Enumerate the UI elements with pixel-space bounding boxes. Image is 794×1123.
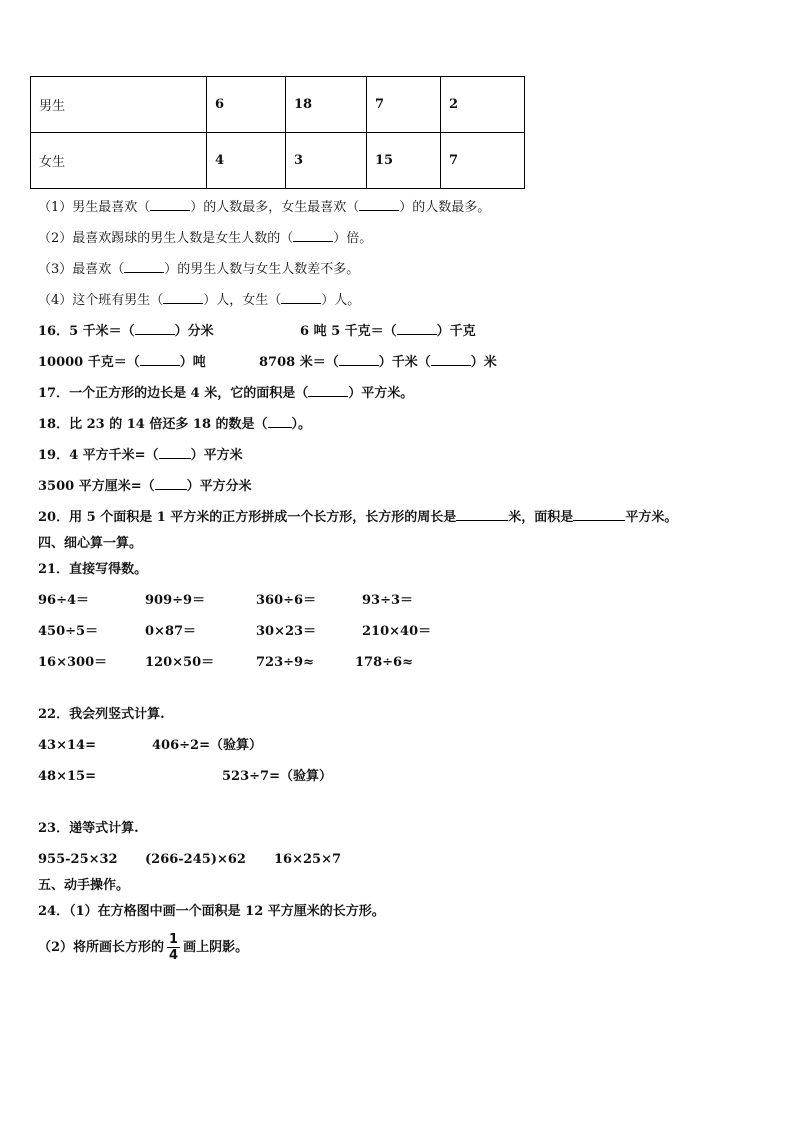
- table-row: [31, 77, 525, 133]
- table-cell: 3: [286, 133, 367, 189]
- q21-item: 723÷9≈: [256, 655, 314, 670]
- q16-line2-left: 10000 千克＝（ ）吨: [38, 355, 206, 370]
- q24-part2: （2）将所画长方形的 $\frac{1}{4}$ 画上阴影。: [38, 932, 249, 963]
- q20: 20．用 5 个面积是 1 平方米的正方形拼成一个长方形，长方形的周长是 米，面积是 平方米。: [38, 510, 678, 525]
- q22-item: 523÷7=（验算）: [222, 769, 332, 784]
- q17: 17．一个正方形的边长是 4 米，它的面积是（ ）平方米。: [38, 386, 414, 401]
- q22-item: 48×15=: [38, 769, 96, 784]
- row-label-girls: 女生: [31, 133, 207, 189]
- table-cell: 2: [441, 77, 525, 133]
- table-cell: 7: [367, 77, 441, 133]
- q15-part2: （2）最喜欢踢球的男生人数是女生人数的（ ）倍。: [38, 231, 373, 246]
- answer-blank[interactable]: [124, 260, 164, 273]
- q21-item: 30×23＝: [256, 624, 317, 639]
- q16-line1-right: 6 吨 5 千克＝（ ）千克: [300, 324, 476, 339]
- answer-blank[interactable]: [159, 446, 191, 459]
- section-4-heading: 四、细心算一算。: [38, 536, 143, 551]
- table-cell: 18: [286, 77, 367, 133]
- answer-blank[interactable]: [397, 322, 437, 335]
- q21-item: 210×40＝: [362, 624, 432, 639]
- answer-blank[interactable]: [135, 322, 175, 335]
- table-row: [31, 133, 525, 189]
- q22-item: 43×14=: [38, 738, 96, 753]
- answer-blank[interactable]: [359, 198, 399, 211]
- q24-part1: 24．（1）在方格图中画一个面积是 12 平方厘米的长方形。: [38, 904, 385, 919]
- answer-blank[interactable]: [456, 508, 508, 521]
- answer-blank[interactable]: [140, 353, 180, 366]
- q21-title: 21．直接写得数。: [38, 562, 148, 577]
- q23-title: 23．递等式计算.: [38, 821, 139, 836]
- answer-blank[interactable]: [293, 229, 333, 242]
- q16-line1-left: 16．5 千米＝（ ）分米: [38, 324, 214, 339]
- table-cell: 7: [441, 133, 525, 189]
- q16-line2-right: 8708 米＝（ ）千米（ ）米: [259, 355, 497, 370]
- q21-item: 450÷5＝: [38, 624, 99, 639]
- q19-line2: 3500 平方厘米=（ ）平方分米: [38, 479, 252, 494]
- q15-part4: （4）这个班有男生（ ）人，女生（ ）人。: [38, 293, 361, 308]
- q21-item: 360÷6＝: [256, 593, 317, 608]
- q21-item: 120×50＝: [145, 655, 215, 670]
- q21-item: 16×300＝: [38, 655, 108, 670]
- q21-item: 93÷3＝: [362, 593, 414, 608]
- answer-blank[interactable]: [268, 415, 292, 428]
- fraction-one-quarter: $\frac{1}{4}$: [169, 932, 179, 963]
- q18: 18．比 23 的 14 倍还多 18 的数是（ ）。: [38, 417, 312, 432]
- answer-blank[interactable]: [431, 353, 471, 366]
- q15-part3: （3）最喜欢（ ）的男生人数与女生人数差不多。: [38, 262, 360, 277]
- row-label-boys: 男生: [31, 77, 207, 133]
- q22-title: 22．我会列竖式计算.: [38, 707, 165, 722]
- answer-blank[interactable]: [150, 198, 190, 211]
- table-cell: 4: [207, 133, 286, 189]
- survey-table: [30, 76, 525, 189]
- q21-item: 909÷9＝: [145, 593, 206, 608]
- q21-item: 178÷6≈: [355, 655, 413, 670]
- q23-item: 16×25×7: [274, 852, 342, 867]
- q19-line1: 19．4 平方千米=（ ）平方米: [38, 448, 243, 463]
- answer-blank[interactable]: [573, 508, 625, 521]
- answer-blank[interactable]: [281, 291, 321, 304]
- answer-blank[interactable]: [308, 384, 348, 397]
- table-cell: 15: [367, 133, 441, 189]
- answer-blank[interactable]: [155, 477, 187, 490]
- q21-item: 96÷4＝: [38, 593, 90, 608]
- q23-item: 955-25×32: [38, 852, 118, 867]
- q22-item: 406÷2=（验算）: [152, 738, 262, 753]
- q21-item: 0×87＝: [145, 624, 197, 639]
- table-cell: 6: [207, 77, 286, 133]
- q15-part1: （1）男生最喜欢（ ）的人数最多，女生最喜欢（ ）的人数最多。: [38, 200, 491, 215]
- q23-item: (266-245)×62: [145, 852, 246, 867]
- answer-blank[interactable]: [339, 353, 379, 366]
- section-5-heading: 五、动手操作。: [38, 878, 130, 893]
- answer-blank[interactable]: [163, 291, 203, 304]
